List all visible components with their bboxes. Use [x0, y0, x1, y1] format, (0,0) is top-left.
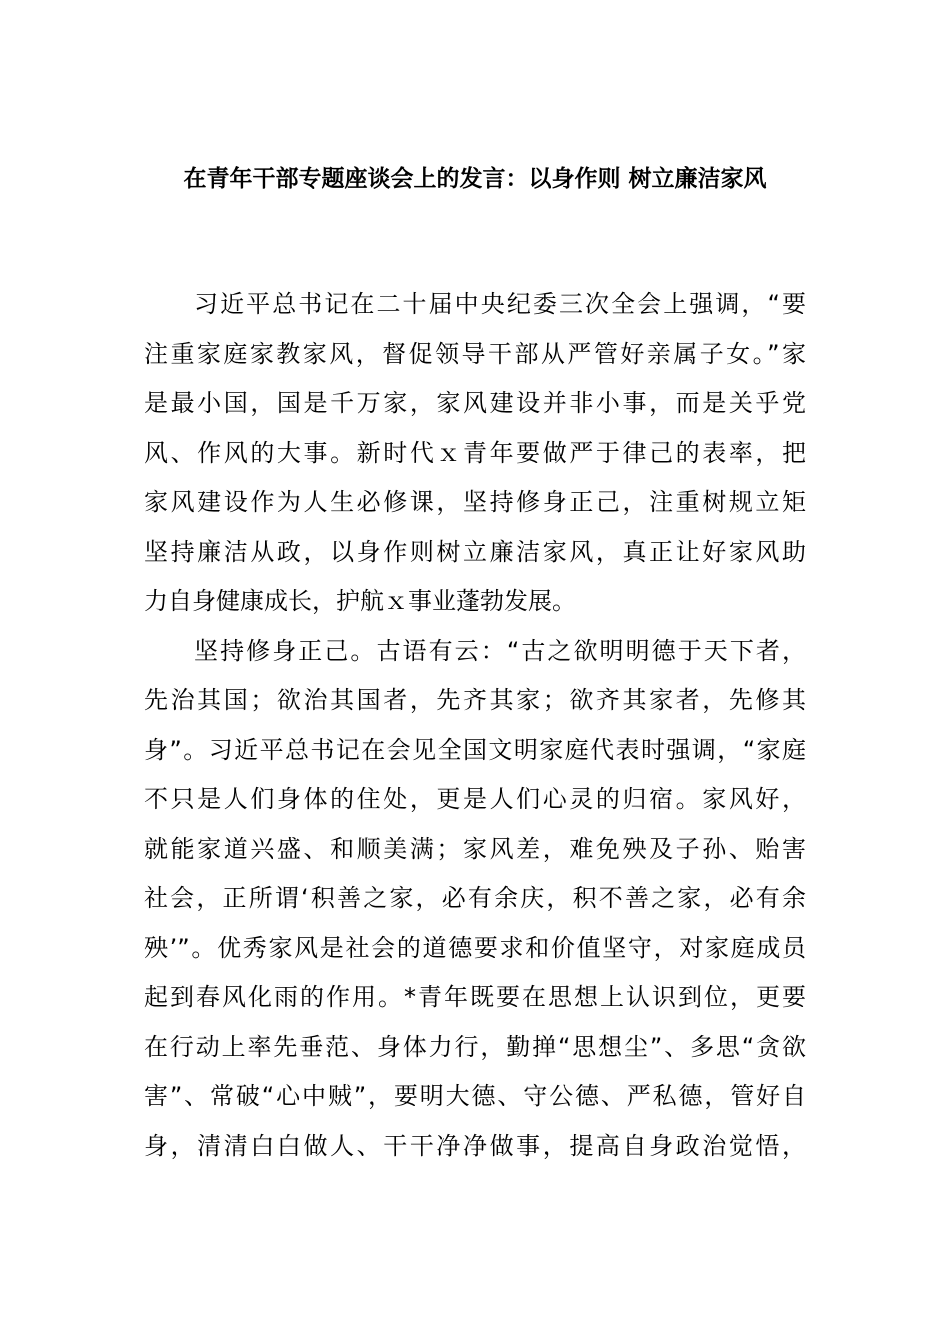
paragraph-line: 起到春风化雨的作用。*青年既要在思想上认识到位，更要 [144, 983, 806, 1011]
paragraph-line: 习近平总书记在二十届中央纪委三次全会上强调，“要 [194, 290, 806, 318]
paragraph-line: 是最小国，国是千万家，家风建设并非小事，而是关乎党 [144, 389, 806, 417]
paragraph-line: 不只是人们身体的住处，更是人们心灵的归宿。家风好， [144, 785, 806, 813]
paragraph-line: 注重家庭家教家风，督促领导干部从严管好亲属子女。”家 [144, 339, 806, 368]
paragraph-line: 身”。习近平总书记在会见全国文明家庭代表时强调，“家庭 [144, 735, 806, 764]
paragraph-line: 身，清清白白做人、干干净净做事，提高自身政治觉悟， [144, 1131, 806, 1160]
paragraph-line: 社会，正所谓‘积善之家，必有余庆，积不善之家，必有余 [144, 884, 806, 912]
paragraph-1 [144, 280, 806, 627]
paragraph-line: 在行动上率先垂范、身体力行，勤掸“思想尘”、多思“贪欲 [144, 1032, 806, 1061]
paragraph-line: 坚持廉洁从政，以身作则树立廉洁家风，真正让好家风助 [144, 537, 806, 566]
document-body [144, 280, 806, 1171]
paragraph-line: 力自身健康成长，护航ｘ事业蓬勃发展。 [144, 587, 576, 615]
paragraph-line: 先治其国；欲治其国者，先齐其家；欲齐其家者，先修其 [144, 686, 806, 714]
paragraph-line: 风、作风的大事。新时代ｘ青年要做严于律己的表率，把 [144, 438, 806, 467]
paragraph-line: 殃’”。优秀家风是社会的道德要求和价值坚守，对家庭成员 [144, 933, 806, 962]
paragraph-line: 害”、常破“心中贼”，要明大德、守公德、严私德，管好自 [144, 1082, 806, 1110]
paragraph-line: 家风建设作为人生必修课，坚持修身正己，注重树规立矩 [144, 488, 806, 516]
paragraph-line: 就能家道兴盛、和顺美满；家风差，难免殃及子孙、贻害 [144, 834, 806, 863]
paragraph-line: 坚持修身正己。古语有云：“古之欲明明德于天下者， [194, 636, 806, 665]
document-title: 在青年干部专题座谈会上的发言：以身作则 树立廉洁家风 [183, 166, 767, 192]
paragraph-2 [144, 627, 806, 1172]
